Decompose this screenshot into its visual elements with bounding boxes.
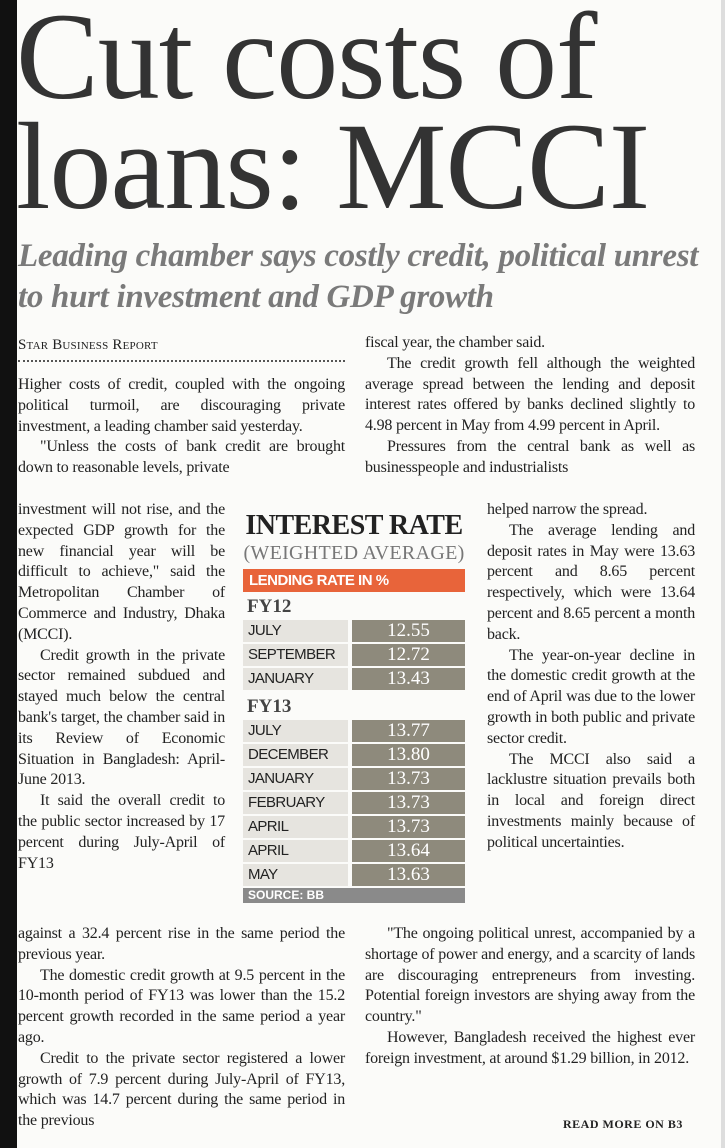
- paragraph: The domestic credit growth at 9.5 percent in the 10-month period of FY13 was lower than the 15.2 percent growth recorded in the same period a year ago.: [18, 966, 345, 1046]
- right-col-c: [365, 924, 695, 1070]
- left-col-b: [18, 500, 225, 874]
- paragraph: The credit growth fell although the weighted average spread between the lending and deposit interest rates offered by banks declined slightly to 4.98 percent in May from 4.99 percent in April.: [365, 354, 695, 435]
- paragraph: helped narrow the spread.: [487, 501, 648, 518]
- paragraph: Higher costs of credit, coupled with the ongoing political turmoil, are discouraging private investment, a leading chamber said yesterday.: [18, 376, 345, 435]
- month-cell: JANUARY: [243, 668, 348, 690]
- byline: Star Business Report: [18, 337, 158, 353]
- rate-cell: 13.73: [352, 816, 465, 838]
- table-row: [243, 840, 465, 862]
- divider: [18, 360, 345, 362]
- month-cell: DECEMBER: [243, 744, 348, 766]
- table-title: INTEREST RATE: [245, 510, 463, 541]
- table-subtitle: (WEIGHTED AVERAGE): [243, 542, 465, 564]
- right-col-b: [487, 500, 695, 854]
- month-cell: JANUARY: [243, 768, 348, 790]
- table-row: [243, 864, 465, 886]
- subheadline: Leading chamber says costly credit, political unrest to hurt investment and GDP growth: [18, 238, 699, 315]
- month-cell: APRIL: [243, 816, 348, 838]
- paragraph: "Unless the costs of bank credit are brought down to reasonable levels, private: [18, 438, 345, 477]
- paragraph: Credit to the private sector registered a lower growth of 7.9 percent during July-April of FY13, which was 14.7 percent during the same period in the previous: [18, 1049, 345, 1130]
- headline-line: loans: MCCI: [16, 98, 650, 235]
- fiscal-year-label: FY13: [247, 696, 292, 717]
- month-cell: SEPTEMBER: [243, 644, 348, 666]
- rate-cell: 12.55: [352, 620, 465, 642]
- rate-cell: 13.43: [352, 668, 465, 690]
- table-row: [243, 792, 465, 814]
- headline: [16, 0, 650, 235]
- rate-cell: 12.72: [352, 644, 465, 666]
- rate-cell: 13.77: [352, 720, 465, 742]
- month-cell: MAY: [243, 864, 348, 886]
- table-row: [243, 620, 465, 642]
- rate-cell: 13.73: [352, 768, 465, 790]
- page-edge-right: [721, 0, 725, 1148]
- rate-cell: 13.80: [352, 744, 465, 766]
- left-col-c: [18, 924, 345, 1132]
- interest-rate-table: [243, 510, 465, 903]
- paragraph: However, Bangladesh received the highest ever foreign investment, at around $1.29 billion, in 2012.: [365, 1028, 695, 1067]
- paragraph: "The ongoing political unrest, accompanied by a shortage of power and energy, and a scarcity of lands are discouraging entrepreneurs from investing. Potential foreign investors are shying away from the country.": [365, 925, 695, 1026]
- table-row: [243, 744, 465, 766]
- table-header-bar: LENDING RATE IN %: [243, 569, 465, 592]
- month-cell: JULY: [243, 620, 348, 642]
- rate-cell: 13.63: [352, 864, 465, 886]
- table-row: [243, 668, 465, 690]
- paragraph: fiscal year, the chamber said.: [365, 334, 545, 351]
- month-cell: FEBRUARY: [243, 792, 348, 814]
- headline-line: Cut costs of: [16, 0, 597, 125]
- paragraph: investment will not rise, and the expected GDP growth for the new financial year will be difficult to achieve," said the Metropolitan Chamber of Commerce and Industry, Dhaka (MCCI).: [18, 501, 225, 643]
- read-more-link[interactable]: READ MORE ON B3: [563, 1117, 683, 1131]
- table-row: [243, 768, 465, 790]
- left-col-a: [18, 375, 345, 479]
- table-row: [243, 644, 465, 666]
- paragraph: It said the overall credit to the public sector increased by 17 percent during July-April of FY13: [18, 792, 225, 872]
- paragraph: The year-on-year decline in the domestic credit growth at the end of April was due to the lower growth in both public and private sector credit.: [487, 646, 695, 747]
- table-row: [243, 720, 465, 742]
- month-cell: APRIL: [243, 840, 348, 862]
- paragraph: against a 32.4 percent rise in the same period the previous year.: [18, 925, 345, 963]
- paragraph: The MCCI also said a lacklustre situation prevails both in local and foreign direct investments mainly because of political uncertainties.: [487, 750, 695, 851]
- fiscal-year-label: FY12: [247, 596, 292, 617]
- table-source: SOURCE: BB: [243, 888, 465, 903]
- paragraph: Pressures from the central bank as well as businesspeople and industrialists: [365, 437, 695, 476]
- paragraph: The average lending and deposit rates in May were 13.63 percent and 8.65 percent respectively, which were 13.64 percent and 8.65 percent a month back.: [487, 521, 695, 643]
- rate-cell: 13.64: [352, 840, 465, 862]
- page-edge: [0, 0, 17, 1148]
- paragraph: Credit growth in the private sector remained subdued and stayed much below the central bank's target, the chamber said in its Review of Economic Situation in Bangladesh: April-June 2013.: [18, 646, 225, 789]
- table-row: [243, 816, 465, 838]
- right-col-a: [365, 333, 695, 479]
- rate-cell: 13.73: [352, 792, 465, 814]
- month-cell: JULY: [243, 720, 348, 742]
